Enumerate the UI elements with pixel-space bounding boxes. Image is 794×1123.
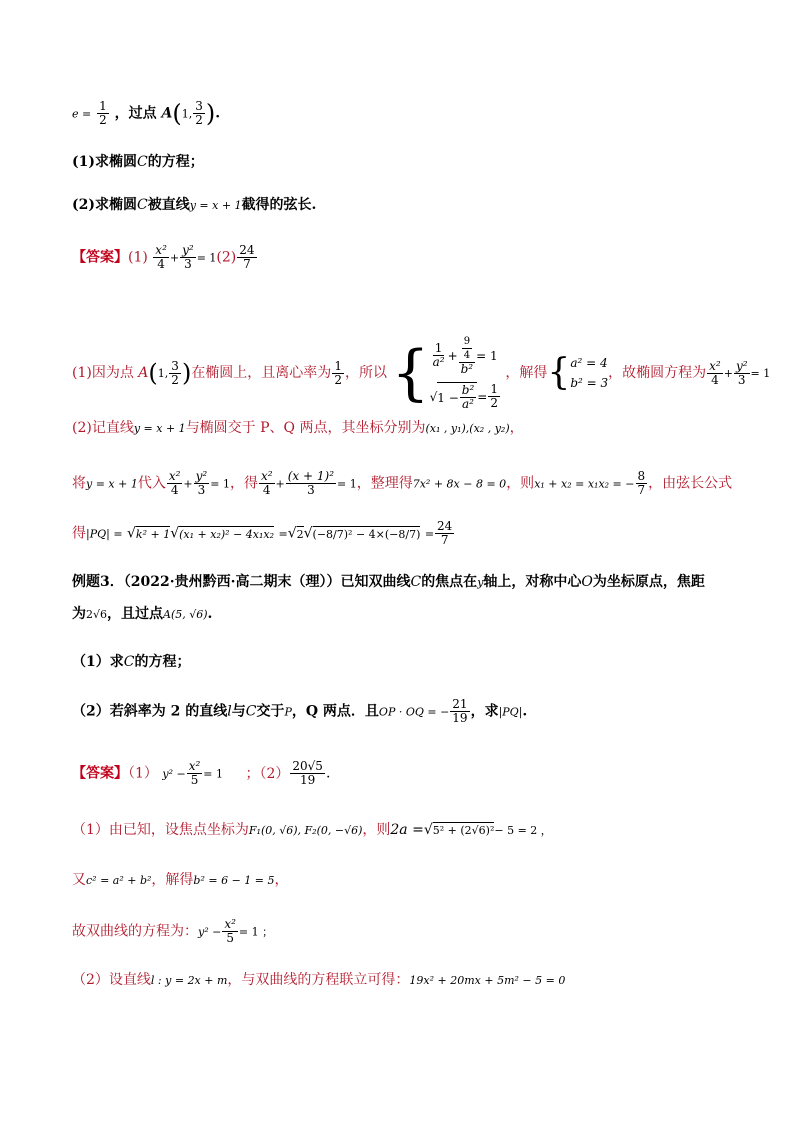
solution-1: (1)因为点 A(1, $\frac{3}{2}$ )在椭圆上，且离心率为 $\frac{1}{2}$ ，所以 { $\frac{1}{\text{a²}}$ + $\frac{\frac{9}{4}}{\text{b²}}$ = 1 √ 1 − $\frac{\text{b²}}{\text{a²}}$ = $\frac{1}{2}$ ，解得{ a² = 4 b² = 3 ，故椭圆方程为 $\frac{\text{x²}}{4}$ + $\frac{\text{y²}}{3}$ = 1 (72, 336, 771, 411)
solution-3b: 又c² = a² + b²，解得b² = 6 − 1 = 5， (72, 872, 289, 888)
solution-2a: (2)记直线y = x + 1与椭圆交于 P、Q 两点，其坐标分别为(x₁ , y₁),(x₂ , y₂)， (72, 420, 524, 436)
equation-system: $\frac{1}{\text{a²}}$ + $\frac{\frac{9}{4}}{\text{b²}}$ = 1 √ 1 − $\frac{\text{b²}}{\text{a²}}$ = $\frac{1}{2}$ (429, 336, 498, 411)
answer-1: 【答案】(1) $\frac{\text{x²}}{4}$ + $\frac{\text{y²}}{3}$ = 1(2) $\frac{24}{7}$ (72, 243, 255, 271)
example-3-q2: （2）若斜率为 2 的直线l与C交于P，Q 两点．且OP · OQ = − $\frac{21}{19}$ ，求|PQ|. (72, 697, 528, 725)
frac-half: $\frac{1}{2}$ (99, 99, 107, 127)
question-2: (2)求椭圆C被直线y = x + 1截得的弦长. (72, 197, 317, 213)
example-3-heading: 例题3．（2022·贵州黔西·高二期末（理））已知双曲线C的焦点在y轴上，对称中心O为坐标原点，焦距 (72, 574, 705, 590)
solution-3a: （1）由已知，设焦点坐标为F₁(0, √6), F₂(0, −√6)，则2a =√5² + (2√6)²− 5 = 2 ， (72, 822, 552, 838)
solution-3c: 故双曲线的方程为：y² − $\frac{\text{x²}}{5}$ = 1 ； (72, 917, 274, 945)
example-3-q1: （1）求C的方程； (72, 654, 191, 670)
solution-2b: 将y = x + 1代入 $\frac{\text{x²}}{4}$ + $\frac{\text{y²}}{3}$ = 1，得 $\frac{\text{x²}}{4}$ + $\frac{\text{(x + 1)²}}{3}$ = 1，整理得7x² + 8x − 8 = 0，则x₁ + x₂ = x₁x₂ = − $\frac{8}{7}$ ，由弦长公式 (72, 469, 733, 497)
answer-tag: 【答案】 (72, 249, 128, 266)
solution-2c: 得|PQ| = √k² + 1√(x₁ + x₂)² − 4x₁x₂ =√2√(−8/7)² − 4×(−8/7) = $\frac{24}{7}$ (72, 519, 453, 547)
answer-3: 【答案】（1） y² − $\frac{\text{x²}}{5}$ = 1 ；（2） $\frac{20√5}{19}$ . (72, 759, 331, 787)
example-3-line2: 为2√6，且过点A(5, √6). (72, 606, 213, 622)
solution-3d: （2）设直线l : y = 2x + m，与双曲线的方程联立可得：19x² + 20mx + 5m² − 5 = 0 (72, 972, 566, 988)
eccentricity-line: e = $\frac{1}{2}$ ，过点 A(1, $\frac{3}{2}$ ). (72, 99, 221, 128)
question-1: (1)求椭圆C的方程； (72, 154, 204, 170)
